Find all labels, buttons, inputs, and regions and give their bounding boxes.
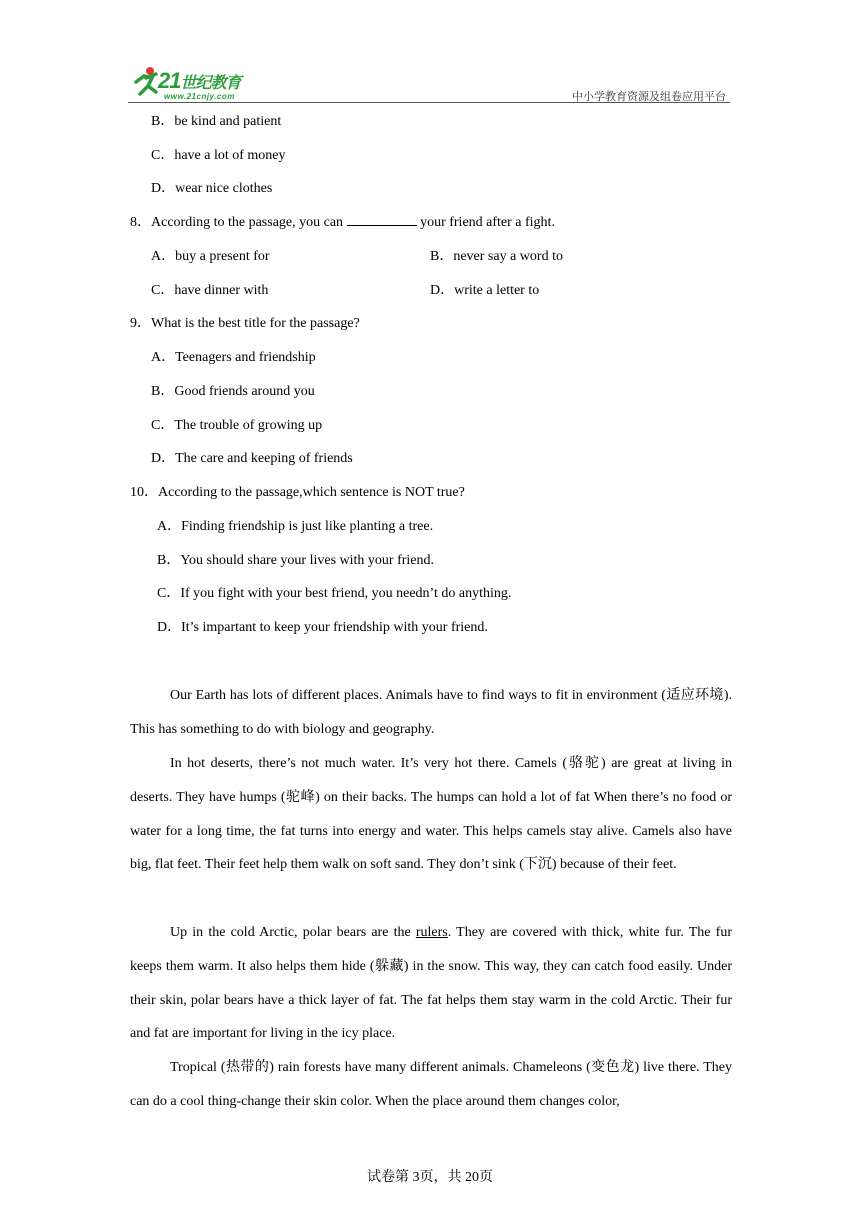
- passage-paragraph-2: [130, 747, 732, 882]
- logo-text: [158, 68, 241, 94]
- q9-option-b: B．Good friends around you: [151, 384, 315, 399]
- passage-p1-text: Our Earth has lots of different places. Animals have to find ways to fit in environment (适应环境). This has something to do with biology and geography.: [130, 688, 732, 737]
- running-man-icon: [130, 66, 160, 100]
- passage-p4-text: Tropical (热带的) rain forests have many different animals. Chameleons (变色龙) live there. They can do a cool thing-change their skin color. When the place around them changes color,: [130, 1060, 732, 1109]
- passage-paragraph-3: [130, 916, 732, 1051]
- q7-option-d: D．wear nice clothes: [151, 181, 273, 196]
- logo-main: 21: [158, 68, 181, 93]
- q10-option-a: A．Finding friendship is just like planting a tree.: [157, 519, 434, 534]
- site-logo: [128, 64, 268, 102]
- q8-stem-before: 8．According to the passage, you can: [130, 215, 347, 230]
- passage-paragraph-1: [130, 679, 732, 747]
- q9-stem: 9．What is the best title for the passage?: [130, 316, 360, 331]
- q8-blank: [347, 213, 417, 226]
- q7-option-c: C．have a lot of money: [151, 148, 286, 163]
- q10-stem: 10．According to the passage,which sentence is NOT true?: [130, 485, 465, 500]
- q9-option-c: C．The trouble of growing up: [151, 418, 323, 433]
- platform-name: 中小学教育资源及组卷应用平台: [572, 90, 726, 103]
- q10-option-c: C．If you fight with your best friend, you needn’t do anything.: [157, 586, 512, 601]
- q8-stem-after: your friend after a fight.: [416, 215, 555, 230]
- q9-option-a: A．Teenagers and friendship: [151, 350, 316, 365]
- passage-p3-before: Up in the cold Arctic, polar bears are the: [170, 925, 416, 940]
- q8-option-a: A．buy a present for: [151, 249, 270, 264]
- page-footer: 试卷第 3页，共 20页: [367, 1170, 493, 1185]
- q8-option-c: C．have dinner with: [151, 283, 269, 298]
- q9-option-d: D．The care and keeping of friends: [151, 451, 353, 466]
- logo-cn: 世纪教育: [180, 75, 241, 92]
- q8-stem: [130, 213, 555, 233]
- header-divider: [128, 102, 730, 103]
- page-header: [128, 62, 730, 104]
- q10-option-b: B．You should share your lives with your friend.: [157, 553, 435, 568]
- logo-url: www.21cnjy.com: [164, 92, 235, 101]
- q10-option-d: D．It’s impartant to keep your friendship with your friend.: [157, 620, 488, 635]
- passage-p2-text: In hot deserts, there’s not much water. It’s very hot there. Camels (骆驼) are great at living in deserts. They have humps (驼峰) on their backs. The humps can hold a lot of fat When there’s no food or water for a long time, the fat turns into energy and water. This helps camels stay alive. Camels also have big, flat feet. Their feet help them walk on soft sand. They don’t sink (下沉) because of their feet.: [130, 756, 732, 873]
- q7-option-b: B．be kind and patient: [151, 114, 282, 129]
- passage-p3-after: . They are covered with thick, white fur. The fur keeps them warm. It also helps them hide (躲藏) in the snow. This way, they can catch food easily. Under their skin, polar bears have a thick layer of fat. The fat helps them stay warm in the cold Arctic. Their fur and fat are important for living in the icy place.: [130, 925, 733, 1042]
- passage-underlined-word: rulers: [415, 925, 448, 940]
- q8-option-b: B．never say a word to: [430, 249, 563, 264]
- q8-option-d: D．write a letter to: [430, 283, 540, 298]
- passage-paragraph-4: [130, 1051, 732, 1119]
